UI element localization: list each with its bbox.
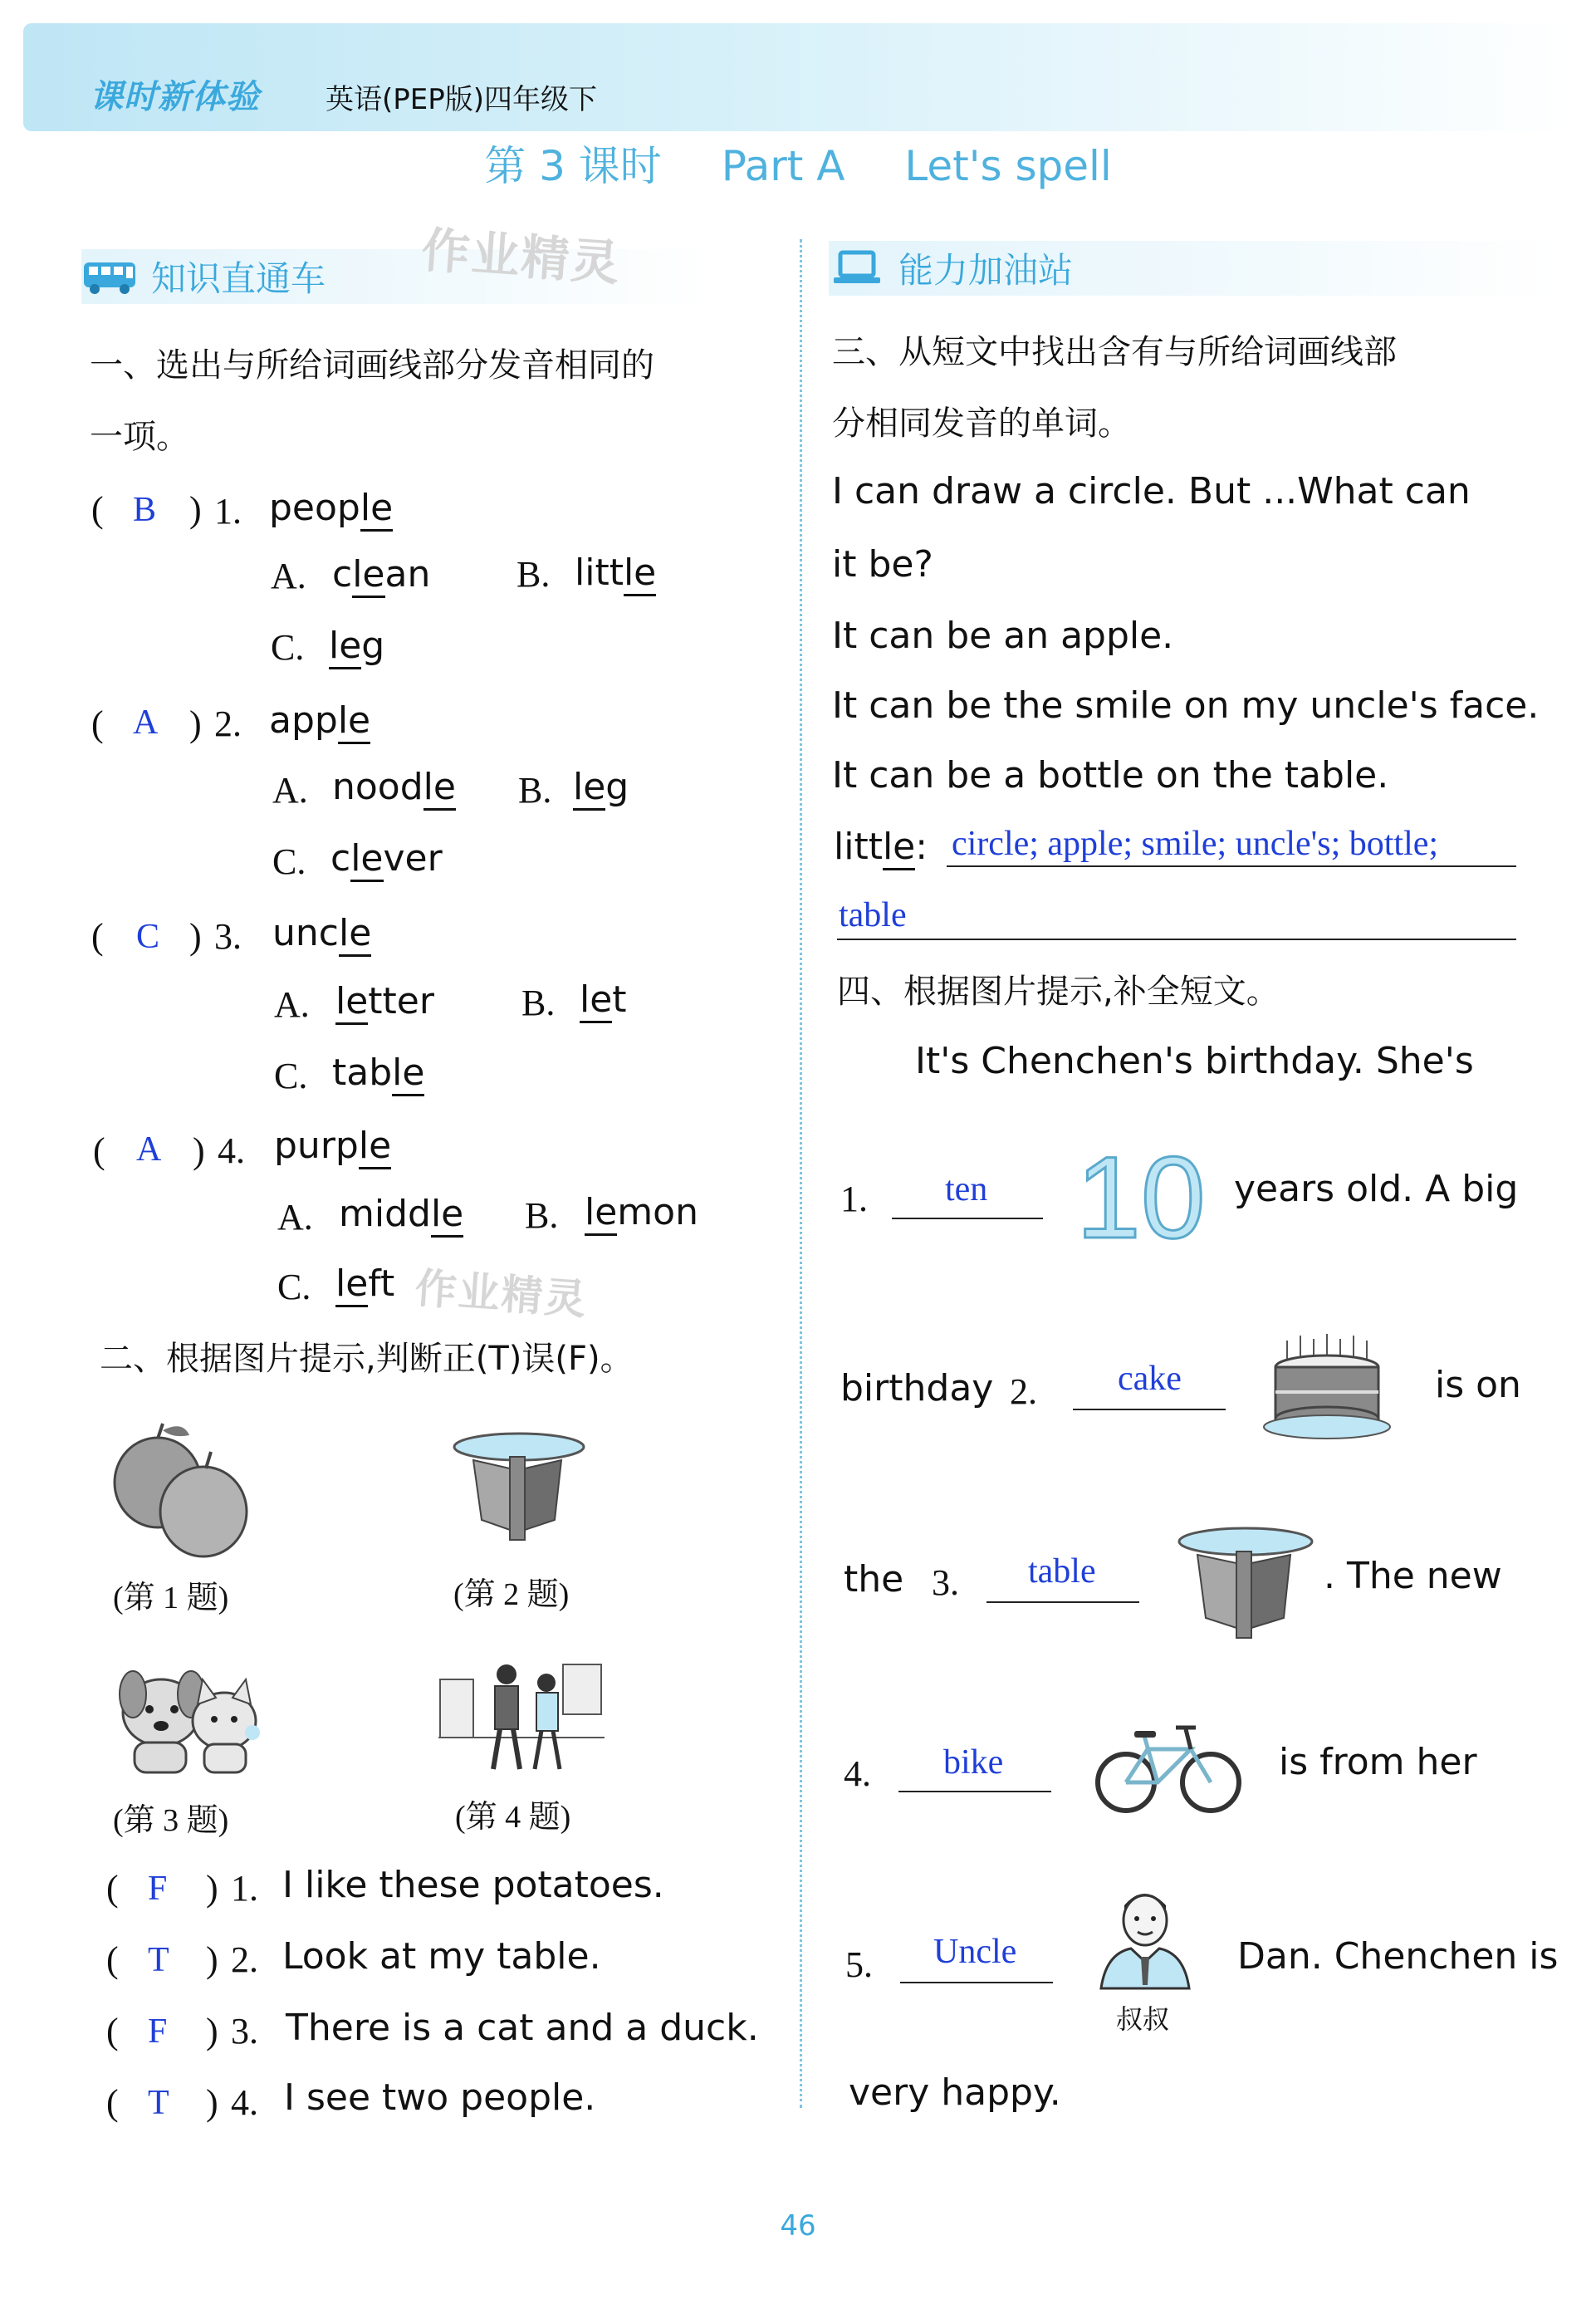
q1-1-option-a: clean [332,553,430,596]
q1-title-line1: 一、选出与所给词画线部分发音相同的 [90,346,654,385]
q4-after-5: Dan. Chenchen is [1237,1935,1559,1978]
q2-answer-3: F [148,2012,168,2051]
q4-blank-number-4: 4. [844,1753,871,1794]
q2-answer-4: T [148,2084,169,2122]
left-section-title: 知识直通车 [151,258,326,299]
option-label-c: C. [272,841,306,882]
right-section-banner [829,241,1559,296]
number-ten-picture: 10 [1076,1132,1206,1262]
q3-answer-text-2: table [839,896,907,934]
q4-after-3: . The new [1324,1555,1502,1597]
q3-answer-text-1: circle; apple; smile; uncle's; bottle; [952,825,1439,863]
q4-answer-4: bike [943,1743,1004,1782]
q3-title-line1: 三、从短文中找出含有与所给词画线部 [832,333,1397,371]
q4-after-4: is from her [1279,1741,1477,1783]
q4-before-2: birthday [840,1367,994,1409]
q4-blank-line-2 [1073,1409,1226,1410]
q4-blank-line-5 [900,1982,1053,1983]
q1-4-option-c: left [335,1262,394,1305]
q4-answer-2: cake [1118,1360,1182,1398]
lesson-number: 第 3 课时 [484,142,662,190]
q4-intro: It's Chenchen's birthday. She's [915,1040,1474,1082]
q4-blank-number-5: 5. [845,1944,873,1985]
q1-3-option-b: let [580,978,627,1021]
right-section-title: 能力加油站 [898,250,1074,291]
answer-paren-open: ( [106,1939,119,1980]
q4-after-1: years old. A big [1234,1168,1519,1210]
book-title: 英语(PEP版)四年级下 [326,83,598,116]
q4-blank-line-4 [898,1791,1051,1792]
option-label-b: B. [525,1195,559,1236]
q3-passage-line-3: It can be an apple. [832,615,1174,657]
q4-blank-number-2: 2. [1010,1371,1037,1412]
q2-answer-2: T [148,1941,169,1979]
q4-blank-line-1 [892,1218,1043,1219]
q1-word-4: purple [274,1125,391,1167]
q4-blank-line-3 [986,1601,1139,1603]
q1-2-option-b: leg [573,766,629,808]
q4-blank-number-3: 3. [932,1562,959,1603]
q1-word-1: people [269,487,393,529]
q2-caption-3: (第 3 题) [113,1803,229,1838]
answer-paren-open: ( [91,489,104,530]
q3-answer-line-1 [947,865,1516,867]
q2-item-number-3: 3. [231,2011,258,2051]
q1-4-option-a: middle [339,1193,463,1235]
q2-statement-1: I like these potatoes. [282,1864,664,1906]
q2-title: 二、根据图片提示,判断正(T)误(F)。 [100,1340,634,1378]
answer-paren-close: ) [206,1939,218,1980]
q2-caption-1: (第 1 题) [113,1581,229,1615]
option-label-a: A. [272,770,308,811]
answer-paren-open: ( [106,1868,119,1909]
q4-answer-1: ten [945,1170,988,1208]
option-label-a: A. [274,984,310,1025]
q2-item-number-2: 2. [231,1939,258,1980]
dog-and-cat-picture [110,1653,267,1777]
q4-after-2: is on [1435,1364,1521,1406]
bus-icon [81,256,140,297]
option-label-b: B. [516,554,551,595]
q3-title-line2: 分相同发音的单词。 [832,404,1131,443]
q1-item-number-3: 3. [214,916,242,957]
column-divider [800,239,802,2108]
answer-paren-open: ( [93,1130,105,1171]
q1-3-option-c: table [332,1051,424,1094]
apples-picture [108,1420,257,1561]
lesson-name: Let's spell [904,142,1112,190]
q2-statement-3: There is a cat and a duck. [286,2007,759,2049]
answer-paren-close: ) [189,489,202,530]
option-label-b: B. [518,770,552,811]
answer-paren-close: ) [206,1868,218,1909]
q4-answer-5: Uncle [933,1933,1017,1971]
two-people-picture [438,1654,605,1779]
answer-paren-close: ) [193,1130,205,1171]
q1-title-line2: 一项。 [90,418,189,456]
option-label-c: C. [271,627,305,668]
q4-ending: very happy. [849,2071,1061,2114]
answer-paren-open: ( [106,2082,119,2123]
q1-2-option-a: noodle [332,766,456,808]
q2-item-number-4: 4. [231,2082,258,2123]
q1-1-option-b: little [575,551,656,594]
q1-answer-4: A [136,1130,162,1169]
answer-paren-open: ( [91,916,104,957]
uncle-picture [1094,1882,1196,1990]
option-label-c: C. [274,1056,308,1096]
answer-paren-close: ) [206,2082,218,2123]
q1-answer-3: C [136,918,160,956]
option-label-b: B. [521,983,556,1023]
q2-statement-4: I see two people. [284,2076,596,2119]
uncle-caption: 叔叔 [1116,2003,1170,2035]
q4-blank-number-1: 1. [840,1179,868,1219]
option-label-a: A. [271,556,306,596]
q3-passage-line-1: I can draw a circle. But ...What can [832,470,1471,512]
watermark-text: 作业精灵 [419,221,623,292]
q2-item-number-1: 1. [231,1868,258,1909]
answer-paren-close: ) [189,703,202,744]
q3-passage-line-2: it be? [832,543,933,586]
answer-paren-close: ) [206,2011,218,2051]
page-number: 46 [780,2209,816,2243]
q2-answer-1: F [148,1870,168,1908]
q1-word-3: uncle [272,912,371,954]
answer-paren-open: ( [91,703,104,744]
table-picture [1173,1525,1319,1649]
q4-before-3: the [844,1558,904,1600]
q1-2-option-c: clever [330,837,443,880]
lesson-part: Part A [721,142,845,190]
q1-3-option-a: letter [335,980,434,1022]
bicycle-picture [1093,1711,1244,1819]
q3-passage-line-4: It can be the smile on my uncle's face. [832,684,1540,727]
lesson-title [0,133,1596,193]
q2-statement-2: Look at my table. [282,1935,601,1978]
q1-item-number-2: 2. [214,703,242,744]
q3-answer-line-2 [837,939,1516,940]
birthday-cake-picture [1262,1329,1395,1445]
answer-paren-open: ( [106,2011,119,2051]
answer-paren-close: ) [189,916,202,957]
q1-item-number-4: 4. [218,1130,245,1171]
q3-passage-line-5: It can be a bottle on the table. [832,754,1389,797]
q1-word-2: apple [269,699,370,742]
q2-caption-4: (第 4 题) [455,1800,571,1835]
q1-1-option-c: leg [329,625,384,667]
q4-title: 四、根据图片提示,补全短文。 [837,973,1280,1011]
q1-4-option-b: lemon [585,1191,698,1233]
option-label-c: C. [277,1267,311,1307]
q1-item-number-1: 1. [214,491,242,532]
brand-title: 课时新体验 [90,78,260,116]
table-picture [448,1430,590,1551]
watermark-text: 作业精灵 [413,1263,590,1325]
q2-caption-2: (第 2 题) [453,1577,570,1612]
q1-answer-1: B [133,491,157,529]
q3-key-word: little: [834,826,928,868]
laptop-icon [829,248,887,289]
q4-answer-3: table [1028,1552,1096,1591]
option-label-a: A. [277,1197,313,1238]
q1-answer-2: A [133,703,159,742]
